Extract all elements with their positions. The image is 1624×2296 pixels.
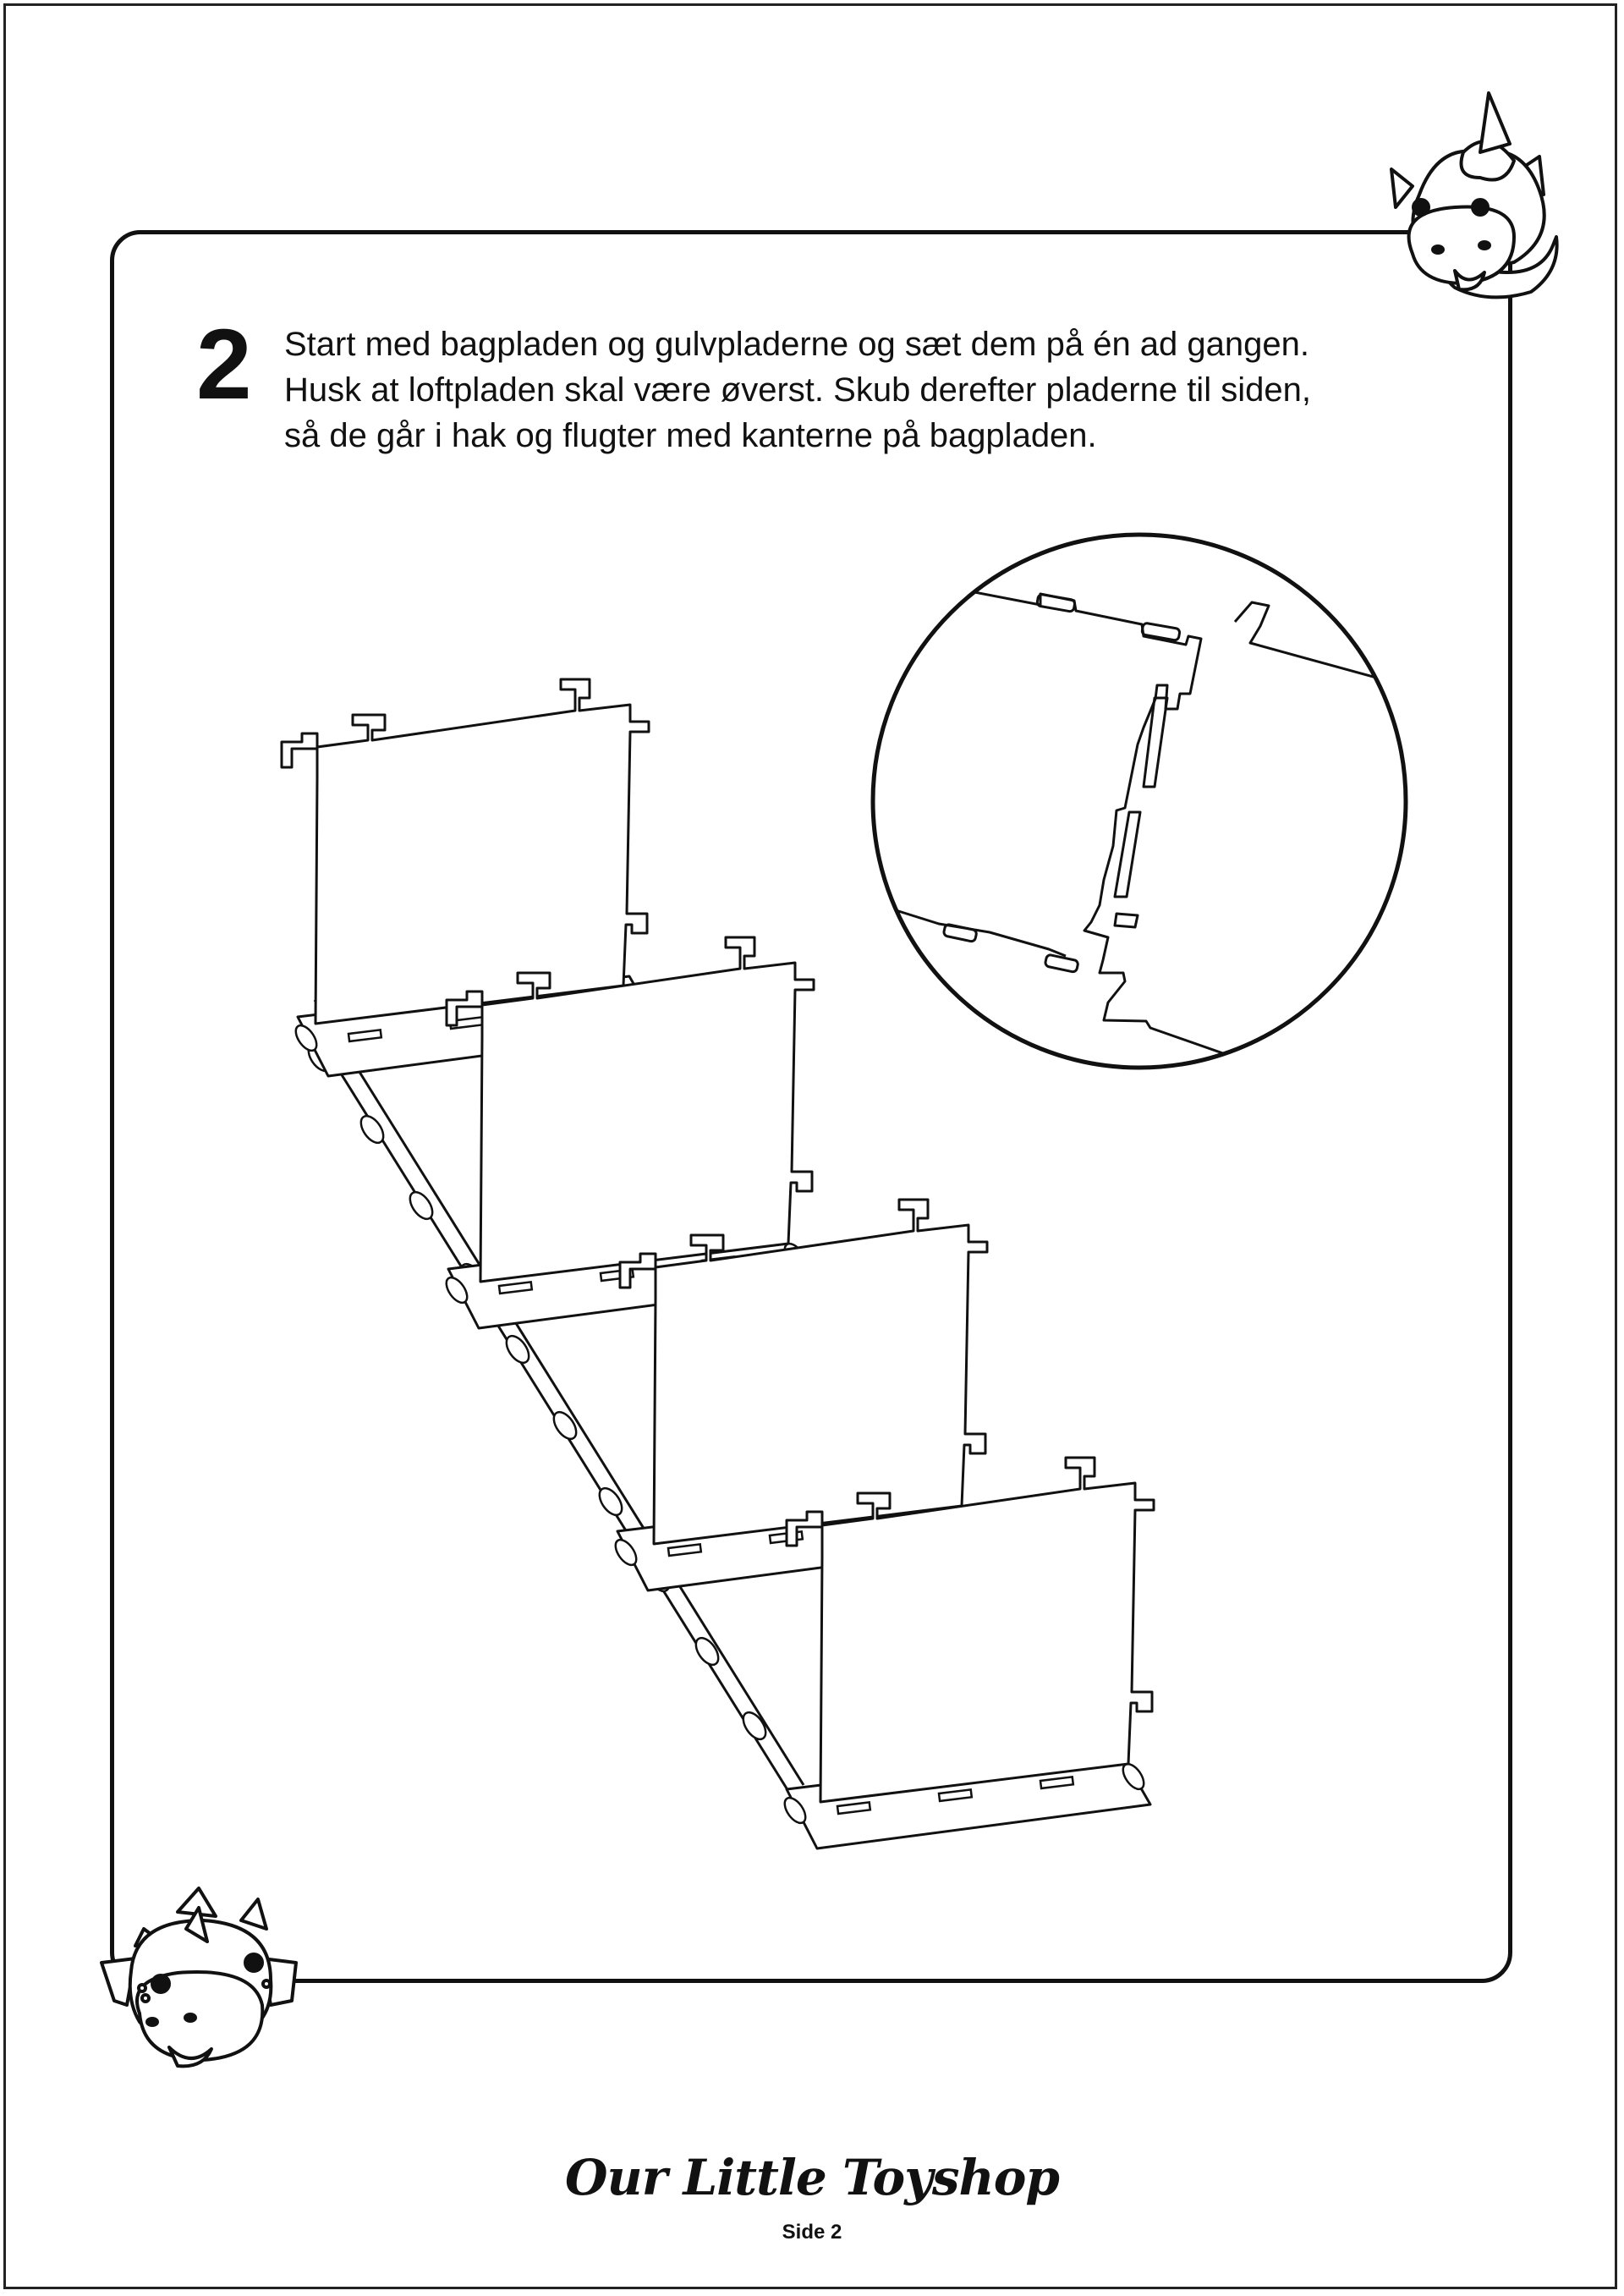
brand-logo: Our Little Toyshop <box>565 2149 1059 2206</box>
instruction-line-3: så de går i hak og flugter med kanterne på bagpladen. <box>284 417 1097 454</box>
instruction-line-1: Start med bagpladen og gulvpladerne og sæt dem på én ad gangen. <box>284 326 1309 363</box>
page-number: Side 2 <box>782 2221 842 2244</box>
unicorn-icon <box>1391 93 1557 297</box>
step-number: 2 <box>196 309 250 420</box>
joint-detail-magnifier <box>873 535 1406 1087</box>
instruction-line-2: Husk at loftpladen skal være øverst. Skub derefter pladerne til siden, <box>284 371 1311 409</box>
dragon-icon <box>102 1888 296 2066</box>
